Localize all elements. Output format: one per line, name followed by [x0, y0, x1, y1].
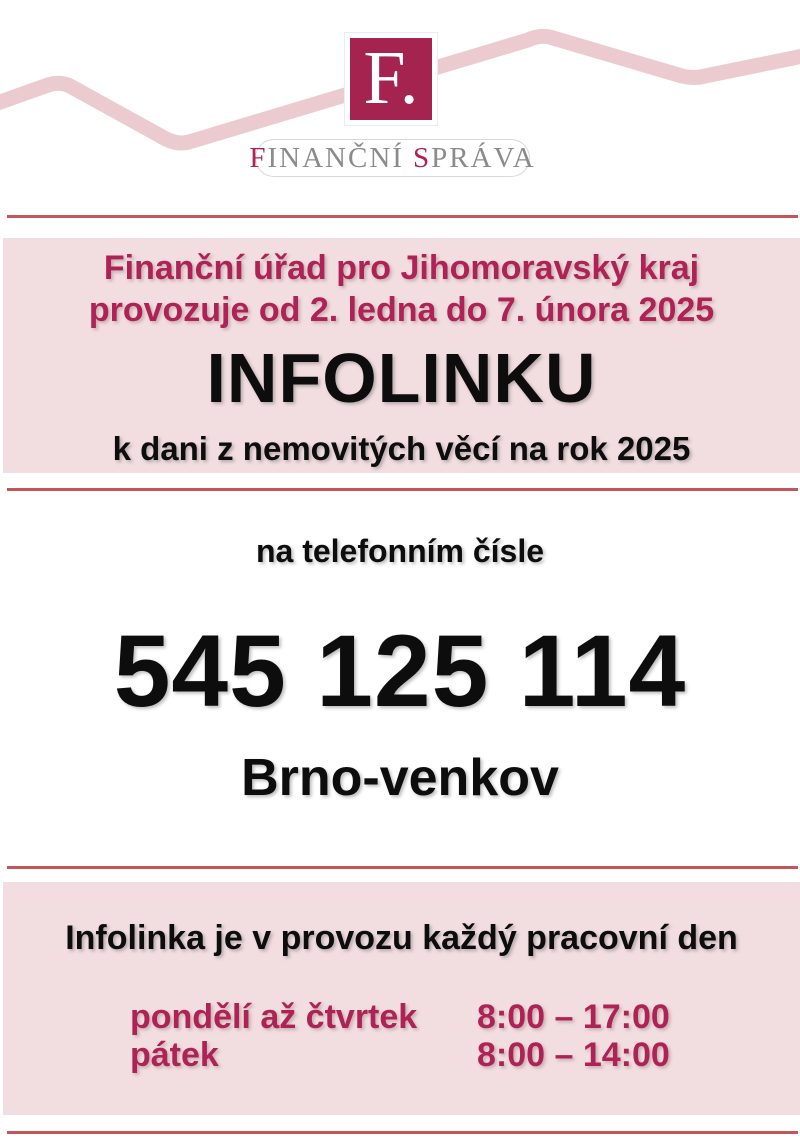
hours-days-label: pondělí až čtvrtek	[130, 998, 418, 1036]
hours-days-label: pátek	[130, 1036, 219, 1074]
announcement-subject-line: k dani z nemovitých věcí na rok 2025	[112, 430, 691, 467]
divider-top	[7, 215, 798, 218]
brand-logo-square	[345, 33, 437, 125]
hours-banner	[3, 882, 800, 1115]
divider-under-banner	[7, 488, 798, 491]
brand-name-pill	[249, 139, 536, 177]
hours-title: Infolinka je v provozu každý pracovní den	[65, 919, 738, 957]
brand-initial-s: S	[412, 141, 432, 174]
hours-time-value: 8:00 – 14:00	[477, 1036, 670, 1074]
announcement-dates-line: provozuje od 2. ledna do 7. února 2025	[88, 291, 715, 329]
brand-initial-f: F	[249, 141, 268, 174]
announcement-banner	[3, 238, 800, 473]
hours-row-weekdays	[130, 998, 800, 1036]
phone-label: na telefonním čísle	[255, 533, 545, 569]
announcement-headline: INFOLINKU	[206, 339, 597, 417]
announcement-office-line: Finanční úřad pro Jihomoravský kraj	[103, 249, 700, 287]
divider-above-hours	[7, 866, 798, 869]
brand-monogram-icon: F.	[363, 36, 419, 120]
hours-time-value: 8:00 – 17:00	[477, 998, 670, 1036]
brand-word-sprava: PRÁVA	[431, 141, 536, 174]
brand-word-financni: INANČNÍ	[267, 141, 404, 174]
office-name: Brno-venkov	[241, 749, 559, 807]
hours-table	[130, 998, 800, 1074]
divider-bottom	[7, 1131, 798, 1134]
hours-row-friday	[130, 1036, 800, 1074]
phone-number: 545 125 114	[113, 614, 687, 728]
